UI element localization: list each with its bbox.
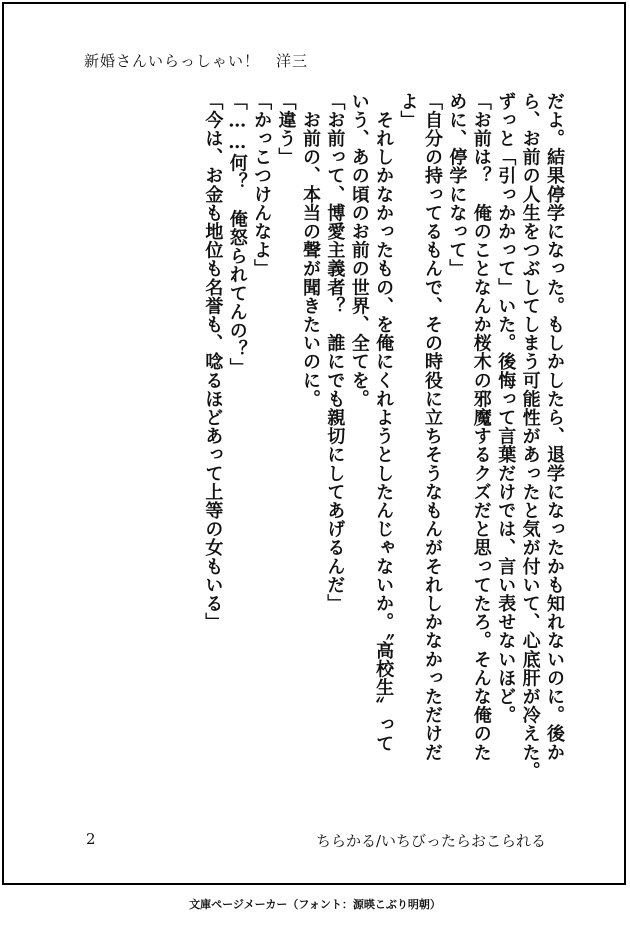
page-number: 2: [86, 830, 96, 848]
page-header: 新婚さんいらっしゃい！ 洋三: [84, 52, 309, 70]
text-column: 「……何？ 俺怒られてんの？」: [226, 92, 248, 377]
text-column: よ」: [397, 92, 419, 130]
text-column: 「違う」: [275, 92, 297, 167]
generator-caption: 文庫ページメーカー（フォント：源暎こぶり明朝）: [189, 898, 441, 911]
text-column: それしかなかったもの、を俺にくれようとしたんじゃないか。〝高校生〟って: [373, 92, 395, 753]
book-page: [2, 2, 626, 885]
text-column: お前の、本当の聲が聞きたいのに。: [299, 92, 321, 409]
running-title: ちらかる/いちびったらおこられる: [315, 832, 546, 850]
text-column: いう、あの頃のお前の世界、全てを。: [348, 92, 370, 409]
text-column: めに、停学になって」: [446, 92, 468, 278]
text-column: ずっと「引っかかって」いた。後悔って言葉だけでは、言い表せないほど。: [495, 92, 517, 725]
text-column: 「お前は？ 俺のことなんか桜木の邪魔するクズだと思ってたろ。そんな俺のた: [470, 92, 492, 762]
body-text: [200, 92, 566, 781]
text-column: 「かっこつけんなよ」: [251, 92, 273, 278]
text-column: 「自分の持ってるもんで、その時役に立ちそうなもんがそれしかなかっただけだ: [421, 92, 443, 762]
text-column: 「お前って、博愛主義者？ 誰にでも親切にしてあげるんだ」: [324, 92, 346, 613]
text-column: 「今は、お金も地位も名誉も、唸るほどあって上等の女もいる」: [202, 92, 224, 632]
text-column: ら、お前の人生をつぶしてしまう可能性があったと気が付いて、心底肝が冷えた。: [519, 92, 541, 781]
text-column: だよ。結果停学になった。もしかしたら、退学になったかも知れないのに。後か: [544, 92, 565, 762]
